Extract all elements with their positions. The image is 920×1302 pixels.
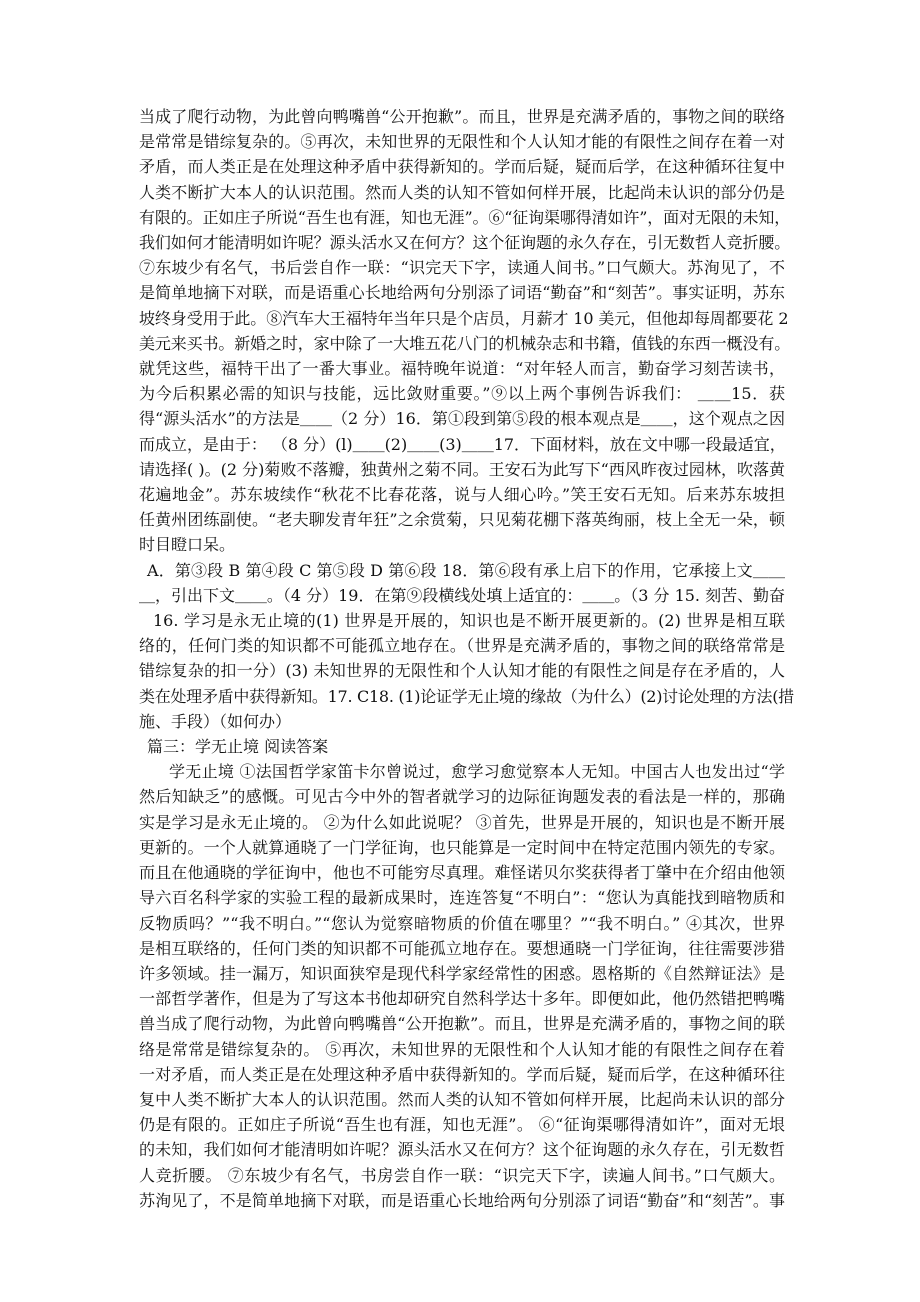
text-line: 有限的。正如庄子所说“吾生也有涯，知也无涯”。⑥“征询渠哪得清如许”，面对无限的未知，	[139, 207, 791, 227]
text-line: 任黄州团练副使。“老夫聊发青年狂”之余赏菊，只见菊花棚下落英绚丽，枝上全无一朵，顿	[139, 510, 785, 530]
text-line: 当成了爬行动物，为此曾向鸭嘴兽“公开抱歉”。而且，世界是充满矛盾的，事物之间的联络	[139, 107, 785, 126]
text-line: 是常常是错综复杂的。⑤再次，未知世界的无限性和个人认知才能的有限性之间存在着一对	[139, 132, 785, 152]
text-line: 错综复杂的扣一分）(3) 未知世界的无限性和个人认知才能的有限性之间是存在矛盾的，人	[139, 661, 785, 681]
section1-paragraph	[139, 104, 791, 558]
text-line: 美元来买书。新婚之时，家中除了一大堆五花八门的机械杂志和书籍，值钱的东西一概没有。	[139, 333, 791, 353]
text-line: 是简单地摘下对联，而是语重心长地给两句分别添了词语“勤奋”和“刻苦”。事实证明，苏东	[139, 283, 785, 303]
text-line: 更新的。一个人就算通晓了一门学征询，也只能算是一定时间中在特定范围内领先的专家。	[139, 837, 785, 857]
text-line: 许多领域。挂一漏万，知识面狭窄是现代科学家经常性的困惑。恩格斯的《自然辩证法》是	[139, 963, 785, 983]
text-line: 导六百名科学家的实验工程的最新成果时，连连答复“不明白”：“您认为真能找到暗物质和	[139, 888, 785, 908]
text-line: 仍是有限的。正如庄子所说“吾生也有涯，知也无涯”。 ⑥“征询渠哪得清如许”，面对无垠	[139, 1115, 785, 1135]
text-line: 为今后积累必需的知识与技能，远比敛财重要。”⑨以上两个事例告诉我们： ＿＿15．获	[139, 384, 785, 404]
text-line: 苏洵见了，不是简单地摘下对联，而是语重心长地给两句分别添了词语“勤奋”和“刻苦”。事	[139, 1190, 785, 1210]
text-line: 是相互联络的，任何门类的知识都不可能孤立地存在。要想通晓一门学征询，往往需要涉猎	[139, 938, 785, 958]
text-line: 而且在他通晓的学征询中，他也不可能穷尽真理。难怪诺贝尔奖获得者丁肇中在介绍由他领	[139, 863, 785, 883]
text-line: 复中人类不断扩大本人的认识范围。然而人类的认知不管如何样开展，比起尚未认识的部分	[139, 1089, 785, 1109]
text-line: 请选择( )。(2 分)菊败不落瓣，独黄州之菊不同。王安石为此写下“西风昨夜过园林，吹落黄	[139, 459, 785, 479]
text-line: 就凭这些，福特干出了一番大事业。福特晚年说道：“对年轻人而言，勤奋学习刻苦读书，	[139, 359, 785, 379]
text-line: 反物质吗？”“我不明白。”“您认为觉察暗物质的价值在哪里？”“我不明白。” ④其次，世界	[139, 913, 785, 933]
text-line: 实是学习是永无止境的。 ②为什么如此说呢？ ③首先，世界是开展的，知识也是不断开展	[139, 812, 785, 832]
document-page	[139, 104, 794, 1213]
text-line: 人类不断扩大本人的认识范围。然而人类的认知不管如何样开展，比起尚未认识的部分仍是	[139, 182, 785, 202]
text-line: 时目瞪口呆。	[139, 535, 236, 555]
text-line: 而成立，是由于： （8 分）(l)＿＿(2)＿＿(3)＿＿17．下面材料，放在文中哪一段最适宜，	[139, 434, 786, 454]
text-line: ⑦东坡少有名气，书后尝自作一联：“识完天下字，读通人间书。”口气颇大。苏洵见了，不	[139, 258, 785, 278]
text-line: 学无止境 ①法国哲学家笛卡尔曾说过，愈学习愈觉察本人无知。中国古人也发出过“学	[169, 762, 785, 782]
text-line: 我们如何才能清明如许呢？源头活水又在何方？这个征询题的永久存在，引无数哲人竞折腰。	[139, 233, 791, 253]
text-line: 一对矛盾，而人类正是在处理这种矛盾中获得新知的。学而后疑，疑而后学，在这种循环往	[139, 1064, 785, 1084]
text-line: 络是常常是错综复杂的。 ⑤再次，未知世界的无限性和个人认知才能的有限性之间存在着	[139, 1039, 785, 1059]
text-line: 的未知，我们如何才能清明如许呢？源头活水又在何方？这个征询题的永久存在，引无数哲	[139, 1140, 785, 1160]
section3-paragraph	[139, 759, 785, 1213]
text-line: 施、手段）（如何办）	[139, 711, 292, 731]
text-line: 矛盾，而人类正是在处理这种矛盾中获得新知的。学而后疑，疑而后学，在这种循环往复中	[139, 157, 785, 177]
text-line: 16. 学习是永无止境的(1) 世界是开展的，知识也是不断开展更新的。(2) 世界是相互联	[153, 611, 785, 631]
text-line: 类在处理矛盾中获得新知。17. C18. (1)论证学无止境的缘故（为什么）(2)讨论处理的方法(措	[139, 686, 794, 706]
text-line: ＿，引出下文＿＿。（4 分）19．在第⑨段横线处填上适宜的：＿＿。（3 分 15. 刻苦、勤奋	[139, 585, 786, 605]
text-line: 然后知缺乏”的感慨。可见古今中外的智者就学习的边际征询题发表的看法是一样的，那确	[139, 787, 785, 807]
answers-paragraph	[139, 558, 794, 734]
text-line: 兽当成了爬行动物，为此曾向鸭嘴兽“公开抱歉”。而且，世界是充满矛盾的，事物之间的联	[139, 1014, 785, 1034]
text-line: 络的，任何门类的知识都不可能孤立地存在。（世界是充满矛盾的，事物之间的联络常常是	[139, 636, 785, 656]
section-heading: 篇三：学无止境 阅读答案	[147, 737, 329, 757]
text-line: 人竞折腰。 ⑦东坡少有名气，书房尝自作一联：“识完天下字，读遍人间书。”口气颇大。	[139, 1165, 785, 1185]
text-line: 一部哲学著作，但是为了写这本书他却研究自然科学达十多年。即便如此，他仍然错把鸭嘴	[139, 989, 785, 1009]
text-line: 得“源头活水”的方法是＿＿（2 分）16．第①段到第⑤段的根本观点是＿＿，这个观点之因	[139, 409, 785, 429]
text-line: 坡终身受用于此。⑧汽车大王福特年当年只是个店员，月薪才 10 美元，但他却每周都要花 2	[139, 308, 789, 328]
text-line: A．第③段 B 第④段 C 第⑤段 D 第⑥段 18．第⑥段有承上启下的作用，它承接上文＿＿	[147, 560, 785, 580]
text-line: 花遍地金”。苏东坡续作“秋花不比春花落，说与人细心吟。”笑王安石无知。后来苏东坡担	[139, 485, 785, 505]
